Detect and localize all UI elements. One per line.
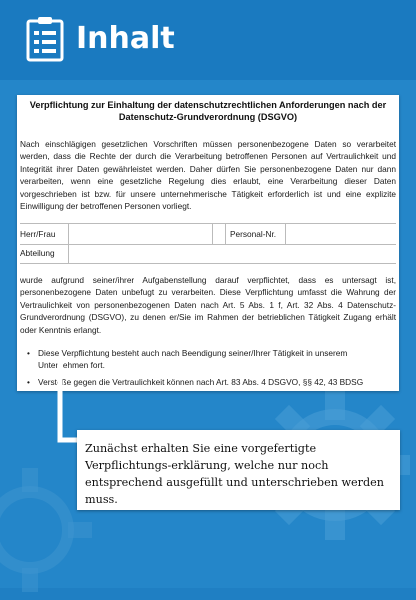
body-paragraph: wurde aufgrund seiner/ihrer Aufgabenstellung darauf verpflichtet, dass es untersagt ist, personenbezogene Daten unbefugt zu verarbeiten. Diese Verpflichtung umfasst die Wahrung der Vertraulichkeit von personenbezogenen Daten nach Art. 5 Abs. 1 f, Art. 32 Abs. 4 Datenschutz-Grundverordnung (DSGVO), zu denen er/Sie im Rahmen der betrieblichen Tätigkeit Zugang erhält oder Kenntnis erlangt. [20,275,396,335]
callout-box [77,430,400,510]
name-label: Herr/Frau [20,229,56,239]
bullet-icon: • [27,348,30,358]
intro-paragraph: Nach einschlägigen gesetzlichen Vorschriften müssen personenbezogene Daten so verarbeitet werden, dass die Rechte der durch die Verarbeitung betroffenen Personen auf Vertraulichkeit und Integrität ihrer Daten gewährleistet werden. Daher dürfen Sie personenbezogene Daten nur dann verarbeiten, wenn eine gesetzliche Regelung dies erlaubt, eine Verarbeitung dieser Daten vorgeschrieben ist bzw. für unsere unternehmerische Tätigkeit erforderlich ist und eine explizite Einwilligung der betroffenen Personen vorliegt. [20,139,396,212]
personnel-number-label: Personal-Nr. [230,229,277,239]
bullet-icon: • [27,376,30,387]
callout-text: Zunächst erhalten Sie eine vorgefertigte Verpflichtungs-erklärung, welche nur noch entsprechend ausgefüllt und unterschrieben werden muss. [85,442,384,506]
bullet-text: Diese Verpflichtung besteht auch nach Beendigung seiner/Ihrer Tätigkeit in unserem Unternehmen fort. [38,348,348,371]
page-title: Inhalt [76,21,175,56]
department-label: Abteilung [20,248,55,258]
document-title: Verpflichtung zur Einhaltung der datenschutzrechtlichen Anforderungen nach der Datenschutz-Grundverordnung (DSGVO) [29,100,387,122]
bullet-text: Verstöße gegen die Vertraulichkeit können nach Art. 83 Abs. 4 DSGVO, §§ 42, 43 BDSG [38,376,364,387]
